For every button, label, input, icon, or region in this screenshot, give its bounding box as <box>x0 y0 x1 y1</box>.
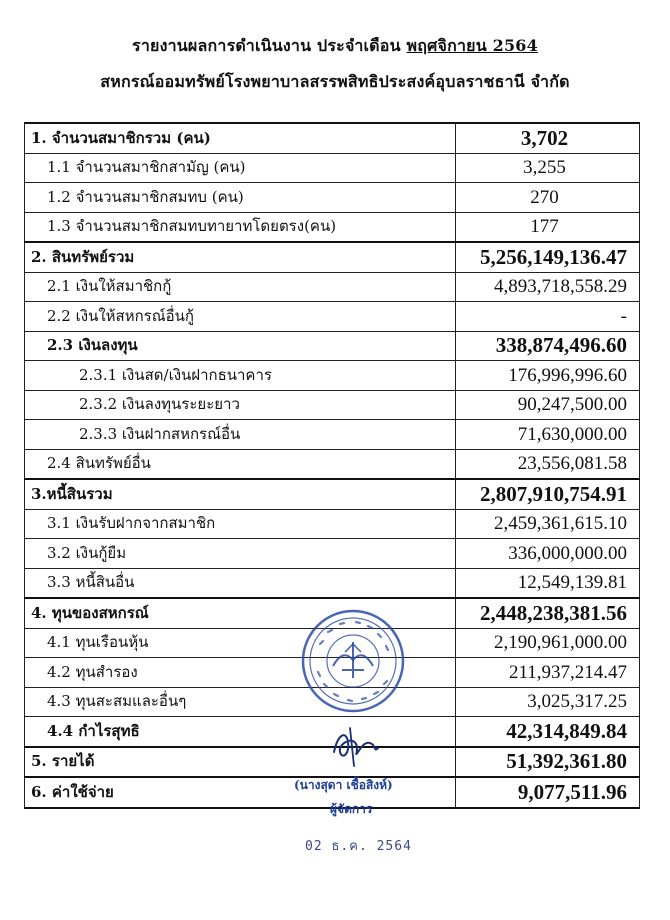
row-value: 176,996,996.60 <box>456 361 640 391</box>
table-row <box>25 242 640 272</box>
row-value: 3,702 <box>456 123 640 153</box>
row-label: 2.3 เงินลงทุน <box>25 331 456 361</box>
report-title-prefix: รายงานผลการดำเนินงาน ประจำเดือน <box>132 36 401 55</box>
row-value: 270 <box>456 183 640 213</box>
table-row <box>25 123 640 153</box>
row-label: 4.3 ทุนสะสมและอื่นๆ <box>25 687 456 717</box>
row-label: 4.2 ทุนสำรอง <box>25 658 456 688</box>
table-row <box>25 449 640 479</box>
organization-name: สหกรณ์ออมทรัพย์โรงพยาบาลสรรพสิทธิประสงค์อุบลราชธานี จำกัด <box>100 72 570 91</box>
row-value: 2,190,961,000.00 <box>456 628 640 658</box>
row-value: 12,549,139.81 <box>456 568 640 598</box>
row-label: 1.1 จำนวนสมาชิกสามัญ (คน) <box>25 153 456 183</box>
manager-signature-icon <box>328 722 384 768</box>
row-label: 4.4 กำไรสุทธิ <box>25 717 456 747</box>
row-label: 4. ทุนของสหกรณ์ <box>25 598 456 628</box>
row-value: 71,630,000.00 <box>456 420 640 450</box>
row-label: 2.3.2 เงินลงทุนระยะยาว <box>25 390 456 420</box>
row-label: 2.2 เงินให้สหกรณ์อื่นกู้ <box>25 302 456 332</box>
table-row <box>25 212 640 242</box>
table-row <box>25 153 640 183</box>
table-row <box>25 390 640 420</box>
row-value: 5,256,149,136.47 <box>456 242 640 272</box>
row-value: 90,247,500.00 <box>456 390 640 420</box>
table-row <box>25 420 640 450</box>
table-row <box>25 479 640 509</box>
row-value: 3,255 <box>456 153 640 183</box>
row-value: 177 <box>456 212 640 242</box>
row-label: 3.3 หนี้สินอื่น <box>25 568 456 598</box>
row-label: 4.1 ทุนเรือนหุ้น <box>25 628 456 658</box>
row-label: 1.2 จำนวนสมาชิกสมทบ (คน) <box>25 183 456 213</box>
manager-name: (นางสุดา เชื้อสิงห์) <box>294 778 393 792</box>
row-value: 42,314,849.84 <box>456 717 640 747</box>
table-row <box>25 302 640 332</box>
row-value: 51,392,361.80 <box>456 747 640 778</box>
row-value: 338,874,496.60 <box>456 331 640 361</box>
row-value: 211,937,214.47 <box>456 658 640 688</box>
row-label: 2.3.1 เงินสด/เงินฝากธนาคาร <box>25 361 456 391</box>
row-value: - <box>456 302 640 332</box>
row-label: 2.4 สินทรัพย์อื่น <box>25 449 456 479</box>
row-label: 2.3.3 เงินฝากสหกรณ์อื่น <box>25 420 456 450</box>
row-value: 2,807,910,754.91 <box>456 479 640 509</box>
table-row <box>25 539 640 569</box>
row-label: 3.หนี้สินรวม <box>25 479 456 509</box>
report-month: พฤศจิกายน 2564 <box>406 36 538 55</box>
table-row <box>25 361 640 391</box>
row-value: 4,893,718,558.29 <box>456 272 640 302</box>
row-label: 2. สินทรัพย์รวม <box>25 242 456 272</box>
row-label: 1. จำนวนสมาชิกรวม (คน) <box>25 123 456 153</box>
table-row <box>25 183 640 213</box>
row-value: 23,556,081.58 <box>456 449 640 479</box>
report-title <box>0 34 670 59</box>
row-value: 336,000,000.00 <box>456 539 640 569</box>
row-value: 9,077,511.96 <box>456 777 640 808</box>
table-row <box>25 568 640 598</box>
row-label: 6. ค่าใช้จ่าย <box>25 777 456 808</box>
row-label: 3.2 เงินกู้ยืม <box>25 539 456 569</box>
row-label: 1.3 จำนวนสมาชิกสมทบทายาทโดยตรง(คน) <box>25 212 456 242</box>
row-value: 2,459,361,615.10 <box>456 509 640 539</box>
row-label: 3.1 เงินรับฝากจากสมาชิก <box>25 509 456 539</box>
table-row <box>25 272 640 302</box>
date-stamp: 02 ธ.ค. 2564 <box>305 839 412 854</box>
row-value: 2,448,238,381.56 <box>456 598 640 628</box>
row-value: 3,025,317.25 <box>456 687 640 717</box>
cooperative-seal-icon <box>300 608 406 714</box>
row-label: 5. รายได้ <box>25 747 456 778</box>
row-label: 2.1 เงินให้สมาชิกกู้ <box>25 272 456 302</box>
manager-title: ผู้จัดการ <box>330 802 373 816</box>
table-row <box>25 509 640 539</box>
table-row <box>25 331 640 361</box>
